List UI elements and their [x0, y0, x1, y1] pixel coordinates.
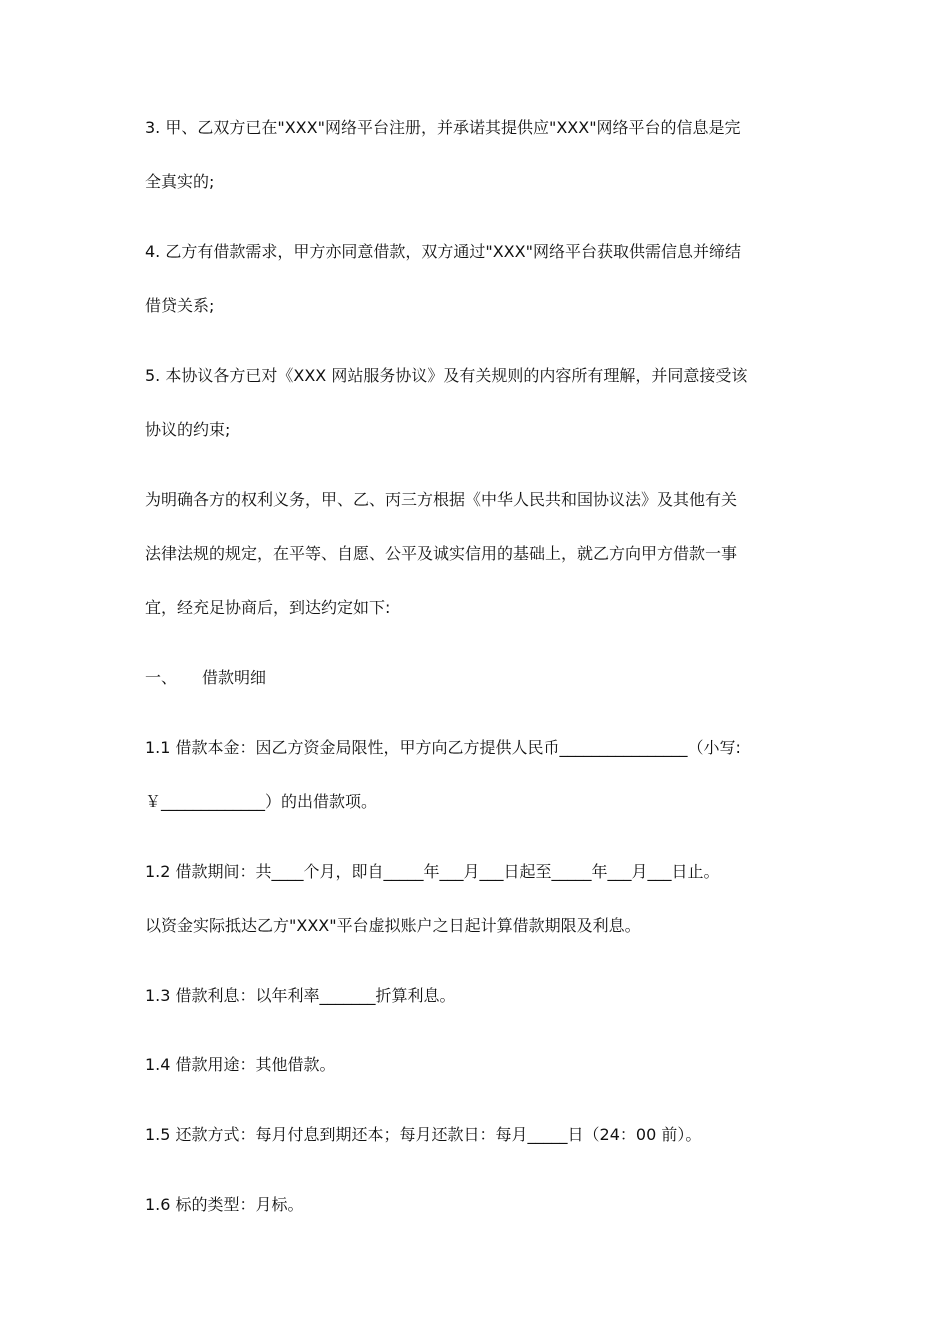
clause-1-2-line-2: 以资金实际抵达乙方"XXX"平台虚拟账户之日起计算借款期限及利息。: [145, 916, 641, 935]
section-title: 借款明细: [202, 668, 267, 687]
paragraph-5-line-2: 协议的约束;: [145, 420, 231, 439]
paragraph-3-line-1: 3. 甲、乙双方已在"XXX"网络平台注册，并承诺其提供应"XXX"网络平台的信息是完: [145, 118, 741, 137]
section-number: 一、: [145, 668, 178, 687]
clause-1-6: 1.6 标的类型：月标。: [145, 1195, 304, 1214]
paragraph-4-line-2: 借贷关系;: [145, 296, 215, 315]
clause-1-1-line-1: 1.1 借款本金：因乙方资金局限性，甲方向乙方提供人民币________________（小写:: [145, 738, 741, 757]
clause-1-2-line-1: 1.2 借款期间：共____个月，即自_____年___月___日起至_____年___月___日止。: [145, 862, 720, 881]
intro-line-3: 宜，经充足协商后，到达约定如下:: [145, 598, 391, 617]
section-heading: [145, 668, 266, 688]
clause-1-3: 1.3 借款利息：以年利率_______折算利息。: [145, 986, 456, 1005]
paragraph-5-line-1: 5. 本协议各方已对《XXX 网站服务协议》及有关规则的内容所有理解，并同意接受该: [145, 366, 748, 385]
clause-1-1-line-2: ￥_____________）的出借款项。: [145, 792, 378, 811]
intro-line-2: 法律法规的规定，在平等、自愿、公平及诚实信用的基础上，就乙方向甲方借款一事: [145, 544, 738, 563]
paragraph-4-line-1: 4. 乙方有借款需求，甲方亦同意借款，双方通过"XXX"网络平台获取供需信息并缔结: [145, 242, 741, 261]
clause-1-5: 1.5 还款方式：每月付息到期还本；每月还款日：每月_____日（24：00 前）。: [145, 1125, 702, 1144]
paragraph-3-line-2: 全真实的;: [145, 172, 215, 191]
clause-1-4: 1.4 借款用途：其他借款。: [145, 1055, 336, 1074]
intro-line-1: 为明确各方的权利义务，甲、乙、丙三方根据《中华人民共和国协议法》及其他有关: [145, 490, 738, 509]
